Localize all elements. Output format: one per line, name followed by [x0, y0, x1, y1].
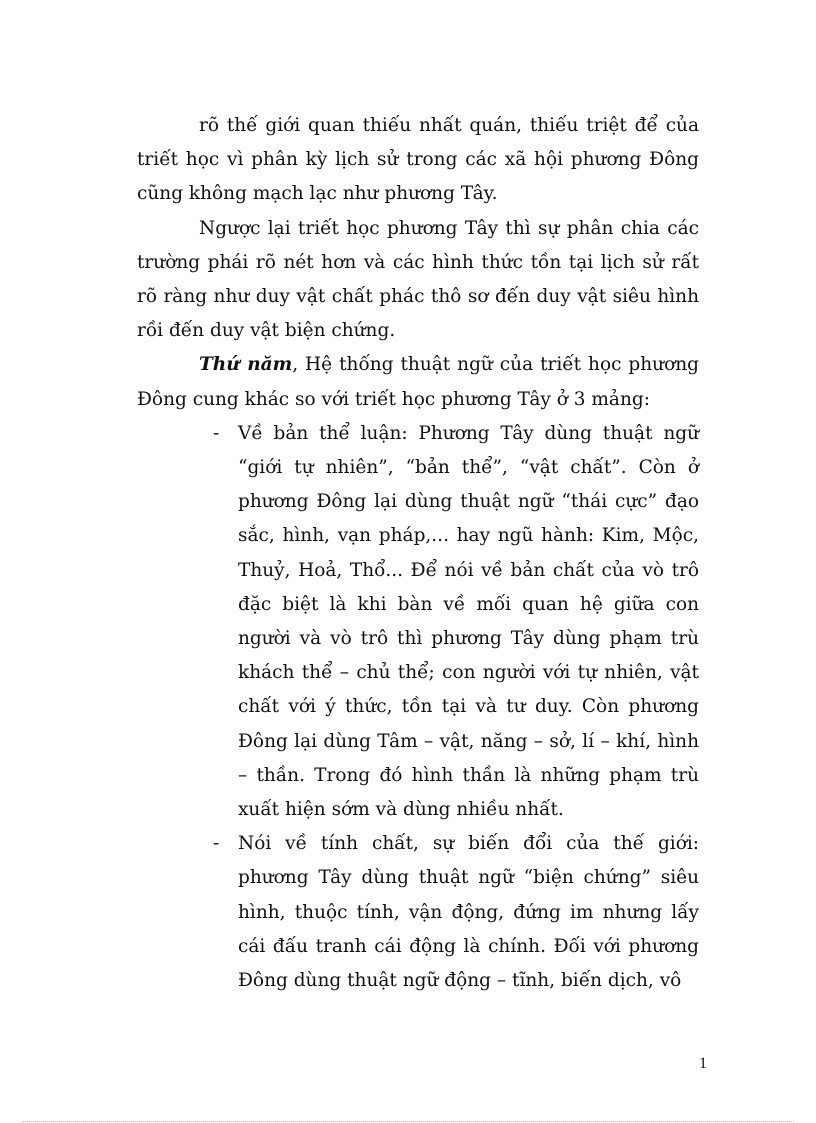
paragraph-3-lead: Thứ năm: [199, 354, 293, 376]
paragraph-3-text: , Hệ thống thuật ngữ của triết học phương Đông cung khác so với triết học phương Tây ở 3 mảng:: [137, 354, 699, 410]
bullet-item-1-text: Về bản thể luận: Phương Tây dùng thuật ngữ “giới tự nhiên”, “bản thể”, “vật chất”. Còn ở phương Đông lại dùng thuật ngữ “thái cực” đạo sắc, hình, vạn pháp,... hay ngũ hành: Kim, Mộc, Thuỷ, Hoả, Thổ... Để nói về bản chất của vò trô đặc biệt là khi bàn về mối quan hệ giữa con người và vò trô thì phương Tây dùng phạm trù khách thể – chủ thể; con người với tự nhiên, vật chất với ý thức, tồn tại và tư duy. Còn phương Đông lại dùng Tâm – vật, năng – sở, lí – khí, hình – thần. Trong đó hình thần là những phạm trù xuất hiện sớm và dùng nhiều nhất.: [238, 422, 699, 821]
paragraph-1: [137, 109, 699, 212]
bullet-dash-2: -: [213, 833, 220, 855]
bullet-list: [137, 417, 699, 998]
bullet-item-1: [137, 417, 699, 827]
bullet-dash-1: -: [213, 422, 220, 444]
bullet-item-2-text: Nói về tính chất, sự biến đổi của thế giới: phương Tây dùng thuật ngữ “biện chứng” siêu hình, thuộc tính, vận động, đứng im nhưng lấy cái đấu tranh cái động là chính. Đối với phương Đông dùng thuật ngữ động – tĩnh, biến dịch, vô: [238, 833, 699, 992]
paragraph-2-text: Ngược lại triết học phương Tây thì sự phân chia các trường phái rõ nét hơn và các hình thức tồn tại lịch sử rất rõ ràng như duy vật chất phác thô sơ đến duy vật siêu hình rồi đến duy vật biện chứng.: [137, 217, 699, 342]
page-number: 1: [699, 1055, 707, 1072]
paragraph-3: [137, 348, 699, 416]
paragraph-2: [137, 212, 699, 349]
page-bottom-divider: [22, 1121, 794, 1122]
bullet-item-2: [137, 827, 699, 998]
body-text: [137, 109, 699, 998]
paragraph-1-text: rõ thế giới quan thiếu nhất quán, thiếu triệt để của triết học vì phân kỳ lịch sử trong các xã hội phương Đông cũng không mạch lạc như phương Tây.: [137, 115, 699, 205]
